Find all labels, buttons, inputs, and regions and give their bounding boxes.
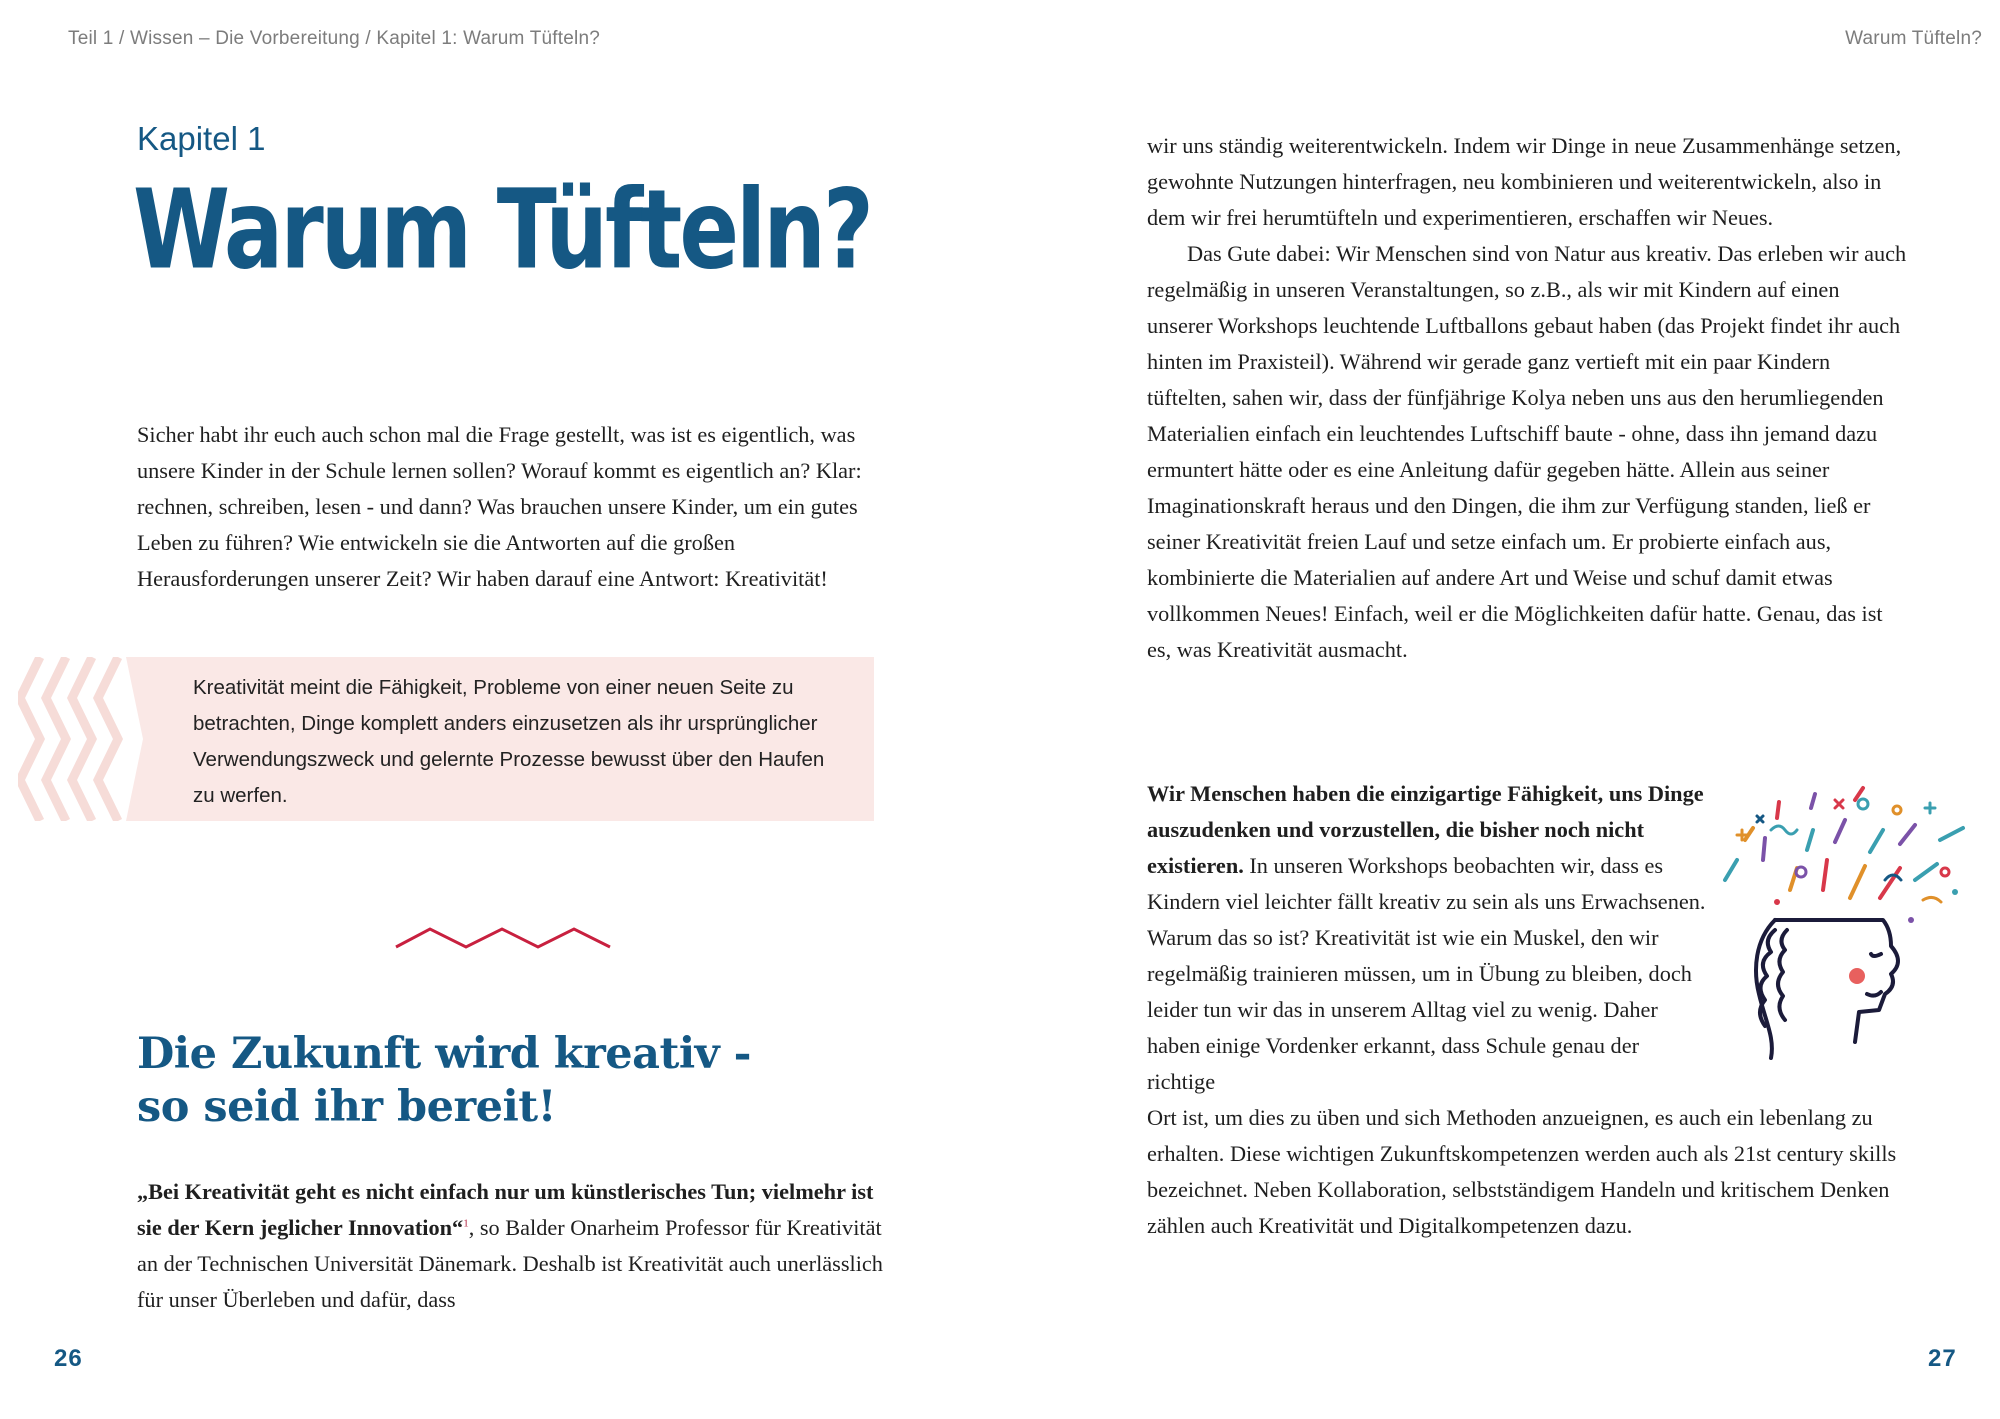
- breadcrumb: Teil 1 / Wissen – Die Vorbereitung / Kapitel 1: Warum Tüfteln?: [68, 28, 600, 49]
- zigzag-divider-icon: [394, 925, 612, 951]
- chevron-pattern-icon: [18, 657, 143, 821]
- creative-head-illustration: [1715, 780, 1975, 1060]
- quote-bold: „Bei Kreativität geht es nicht einfach nur um künstlerisches Tun; vielmehr ist sie der Kern jeglicher Innovation“: [137, 1179, 874, 1240]
- chapter-label: Kapitel 1: [137, 120, 266, 157]
- callout-text: Kreativität meint die Fähigkeit, Probleme von einer neuen Seite zu betrachten, Dinge komplett anders einzusetzen als ihr ursprünglicher Verwendungszweck und gelernte Prozesse bewusst über den Haufen zu werfen.: [193, 676, 825, 807]
- right-paragraph-3-rest: In unseren Workshops beobachten wir, dass es Kindern viel leichter fällt kreativ zu sein als uns Erwachsenen. Warum das so ist? Kreativität ist wie ein Muskel, den wir regelmäßig trainieren müssen, um in Übung zu bleiben, doch leider tun wir das in unserem Alltag viel zu wenig. Daher haben einige Vordenker erkannt, dass Schule genau der richtige: [1147, 853, 1706, 1094]
- right-paragraph-2: Das Gute dabei: Wir Menschen sind von Natur aus kreativ. Das erleben wir auch regelmäßig in unseren Veranstaltungen, so z.B., als wir mit Kindern auf einen unserer Workshops leuchtende Luftballons gebaut haben (das Projekt findet ihr auch hinten im Praxisteil). Während wir gerade ganz vertieft mit ein paar Kindern tüftelten, sahen wir, dass der fünfjährige Kolya neben uns aus den herumliegenden Materialien einfach ein leuchtendes Luftschiff baute - ohne, dass ihn jemand dazu ermuntert hätte oder es eine Anleitung dafür gegeben hätte. Allein aus seiner Imaginationskraft heraus und den Dingen, die ihm zur Verfügung standen, ließ er seiner Kreativität freien Lauf und setze einfach um. Er probierte einfach aus, kombinierte die Materialien auf andere Art und Weise und schuf damit etwas vollkommen Neues! Einfach, weil er die Möglichkeiten dafür hatte. Genau, das ist es, was Kreativität ausmacht.: [1147, 241, 1907, 662]
- page-number-left: 26: [54, 1345, 83, 1372]
- footnote-marker[interactable]: 1: [463, 1217, 469, 1230]
- right-column-top: [1147, 128, 1907, 668]
- definition-callout: [18, 657, 874, 821]
- right-paragraph-3-bold: Wir Menschen haben die einzigartige Fähigkeit, uns Dinge auszudenken und vorzustellen, die bisher noch nicht existieren.: [1147, 781, 1704, 878]
- quote-rest: , so Balder Onarheim Professor für Kreativität an der Technischen Universität Dänemark. Deshalb ist Kreativität auch unerlässlich für unser Überleben und dafür, dass: [137, 1215, 883, 1312]
- intro-paragraph: Sicher habt ihr euch auch schon mal die Frage gestellt, was ist es eigentlich, was unsere Kinder in der Schule lernen sollen? Worauf kommt es eigentlich an? Klar: rechnen, schreiben, lesen - und dann? Was brauchen unsere Kinder, um ein gutes Leben zu führen? Wie entwickeln sie die Antworten auf die großen Herausforderungen unserer Zeit? Wir haben darauf eine Antwort: Kreativität!: [137, 422, 862, 591]
- right-paragraph-3: [1147, 776, 1707, 1100]
- section-title: [137, 1028, 751, 1134]
- chapter-title: Warum Tüfteln?: [133, 165, 871, 294]
- page-number-right: 27: [1928, 1345, 1957, 1372]
- right-paragraph-3-continued: Ort ist, um dies zu üben und sich Methoden anzueignen, es auch ein lebenlang zu erhalten. Diese wichtigen Zukunftskompetenzen werden auch als 21st century skills bezeichnet. Neben Kollaboration, selbstständigem Handeln und kritischem Denken zählen auch Kreativität und Digitalkompetenzen dazu.: [1147, 1105, 1897, 1238]
- quote-paragraph: [137, 1174, 897, 1318]
- callout-box: [143, 657, 874, 821]
- section-title-line-2: so seid ihr bereit!: [137, 1082, 557, 1132]
- right-paragraph-1: wir uns ständig weiterentwickeln. Indem wir Dinge in neue Zusammenhänge setzen, gewohnte Nutzungen hinterfragen, neu kombinieren und weiterentwickeln, also in dem wir frei herumtüfteln und experimentieren, erschaffen wir Neues.: [1147, 133, 1902, 230]
- section-title-line-1: Die Zukunft wird kreativ -: [137, 1029, 751, 1079]
- running-title: Warum Tüfteln?: [1845, 28, 1982, 49]
